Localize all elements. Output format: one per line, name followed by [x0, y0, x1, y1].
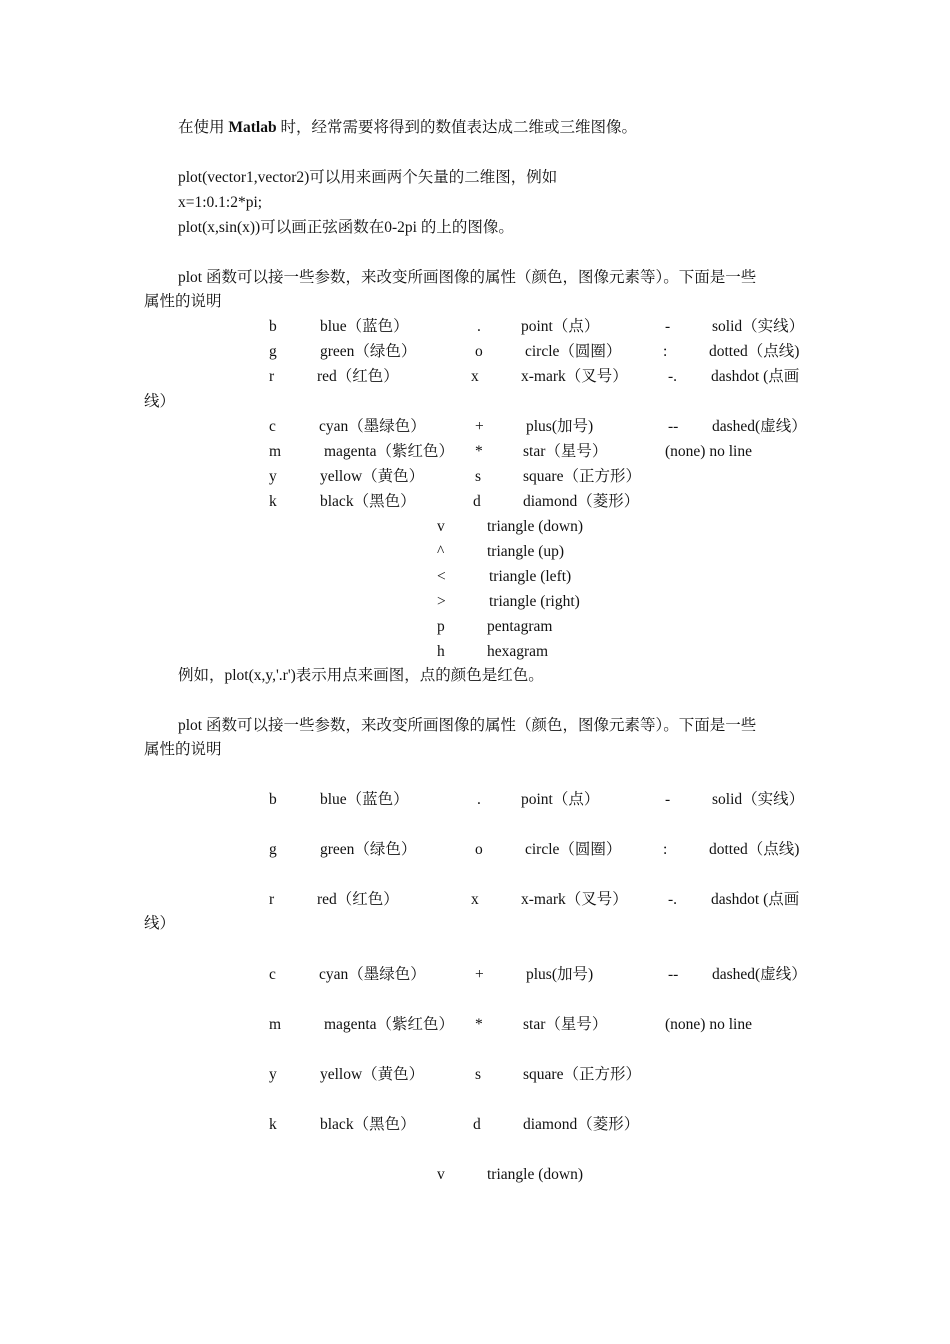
marker-name: triangle (left)	[489, 568, 572, 585]
property-cell-c2: blue（蓝色）	[320, 791, 409, 808]
property-cell-c1: r	[269, 368, 275, 385]
property-cell-c1: y	[269, 1066, 277, 1083]
plot-sin-line: plot(x,sin(x))可以画正弦函数在0-2pi 的上的图像。	[178, 219, 514, 236]
marker-symbol: <	[437, 568, 446, 585]
property-cell-c3: x	[471, 368, 479, 385]
property-cell-c3: o	[475, 343, 483, 360]
property-cell-c2: yellow（黄色）	[320, 1066, 425, 1083]
property-cell-c2: magenta（紫红色）	[324, 443, 455, 460]
property-cell-c4: x-mark（叉号）	[521, 891, 628, 908]
property-cell-c6: dotted（点线)	[709, 343, 800, 360]
property-cell-c6: dashdot (点画	[711, 368, 800, 385]
property-cell-c6: solid（实线）	[712, 791, 805, 808]
property-cell-c2: black（黑色）	[320, 1116, 416, 1133]
property-cell-c3: +	[475, 966, 484, 983]
property-cell-c4: plus(加号)	[526, 418, 594, 435]
marker-symbol: h	[437, 643, 445, 660]
property-cell-c1: b	[269, 318, 277, 335]
marker-name: pentagram	[487, 618, 553, 635]
matlab-word: Matlab	[228, 119, 277, 136]
property-cell-c2: blue（蓝色）	[320, 318, 409, 335]
property-cell-c5: :	[663, 343, 668, 360]
property-cell-c5: -	[665, 318, 671, 335]
section2-desc-line2: 属性的说明	[144, 741, 222, 758]
property-cell-c5: -.	[668, 891, 678, 908]
property-cell-c6: dashdot (点画	[711, 891, 800, 908]
property-cell-c5: -.	[668, 368, 678, 385]
marker-name: hexagram	[487, 643, 549, 660]
property-cell-c1: k	[269, 1116, 277, 1133]
section1-desc-line2: 属性的说明	[144, 293, 222, 310]
marker-symbol: >	[437, 593, 446, 610]
property-cell-c4: plus(加号)	[526, 966, 594, 983]
marker-name: triangle (down)	[487, 1166, 583, 1183]
marker-symbol: ^	[437, 543, 445, 560]
property-cell-c4: circle（圆圈）	[525, 841, 622, 858]
intro-prefix: 在使用	[178, 119, 229, 136]
property-cell-c1: k	[269, 493, 277, 510]
property-cell-c3: +	[475, 418, 484, 435]
property-cell-c4: diamond（菱形）	[523, 493, 640, 510]
property-cell-c1: r	[269, 891, 275, 908]
property-cell-c3: s	[475, 1066, 482, 1083]
property-cell-c6: dashed(虚线）	[712, 966, 807, 983]
property-cell-c4: square（正方形）	[523, 468, 641, 485]
property-cell-c3: x	[471, 891, 479, 908]
property-cell-wrap: 线）	[144, 915, 176, 932]
property-cell-c3: .	[477, 791, 481, 808]
property-cell-c4: square（正方形）	[523, 1066, 641, 1083]
property-cell-c4: point（点）	[521, 791, 600, 808]
marker-symbol: v	[437, 518, 445, 535]
property-cell-c2: cyan（墨绿色）	[319, 966, 426, 983]
property-cell-c6: solid（实线）	[712, 318, 805, 335]
property-cell-c2: magenta（紫红色）	[324, 1016, 455, 1033]
property-cell-c4: star（星号）	[523, 1016, 608, 1033]
section1-desc-line1: plot 函数可以接一些参数，来改变所画图像的属性（颜色，图像元素等）。下面是一些	[178, 269, 757, 286]
property-cell-c3: d	[473, 1116, 481, 1133]
property-cell-c2: green（绿色）	[320, 343, 417, 360]
property-cell-c1: g	[269, 343, 277, 360]
x-definition-line: x=1:0.1:2*pi;	[178, 194, 263, 211]
property-cell-c1: c	[269, 966, 276, 983]
property-cell-c2: red（红色）	[317, 891, 399, 908]
example-line: 例如，plot(x,y,'.r')表示用点来画图，点的颜色是红色。	[178, 667, 544, 684]
marker-name: triangle (right)	[489, 593, 580, 610]
property-cell-c3: o	[475, 841, 483, 858]
property-cell-c2: black（黑色）	[320, 493, 416, 510]
property-cell-c4: point（点）	[521, 318, 600, 335]
property-cell-c1: g	[269, 841, 277, 858]
property-cell-c5: (none) no line	[665, 1016, 752, 1033]
property-cell-c4: x-mark（叉号）	[521, 368, 628, 385]
property-cell-c5: --	[668, 418, 679, 435]
property-cell-wrap: 线）	[144, 393, 176, 410]
property-cell-c3: *	[475, 1016, 483, 1033]
property-cell-c4: diamond（菱形）	[523, 1116, 640, 1133]
property-cell-c1: m	[269, 443, 282, 460]
property-cell-c1: m	[269, 1016, 282, 1033]
section2-desc-line1: plot 函数可以接一些参数，来改变所画图像的属性（颜色，图像元素等）。下面是一些	[178, 717, 757, 734]
property-cell-c1: y	[269, 468, 277, 485]
marker-name: triangle (down)	[487, 518, 583, 535]
property-cell-c1: b	[269, 791, 277, 808]
property-cell-c6: dashed(虚线）	[712, 418, 807, 435]
property-cell-c3: s	[475, 468, 482, 485]
marker-symbol: p	[437, 618, 445, 635]
property-cell-c3: *	[475, 443, 483, 460]
marker-symbol: v	[437, 1166, 445, 1183]
plot-vector-line: plot(vector1,vector2)可以用来画两个矢量的二维图，例如	[178, 169, 558, 186]
property-cell-c2: yellow（黄色）	[320, 468, 425, 485]
property-cell-c1: c	[269, 418, 276, 435]
property-cell-c5: --	[668, 966, 679, 983]
property-cell-c2: cyan（墨绿色）	[319, 418, 426, 435]
property-cell-c5: -	[665, 791, 671, 808]
property-cell-c5: (none) no line	[665, 443, 752, 460]
intro-suffix: 时，经常需要将得到的数值表达成二维或三维图像。	[276, 119, 637, 136]
property-cell-c4: star（星号）	[523, 443, 608, 460]
property-cell-c2: green（绿色）	[320, 841, 417, 858]
property-cell-c3: d	[473, 493, 481, 510]
property-cell-c6: dotted（点线)	[709, 841, 800, 858]
property-cell-c3: .	[477, 318, 481, 335]
property-cell-c4: circle（圆圈）	[525, 343, 622, 360]
marker-name: triangle (up)	[487, 543, 565, 560]
property-cell-c2: red（红色）	[317, 368, 399, 385]
property-cell-c5: :	[663, 841, 668, 858]
intro-paragraph	[178, 118, 637, 138]
